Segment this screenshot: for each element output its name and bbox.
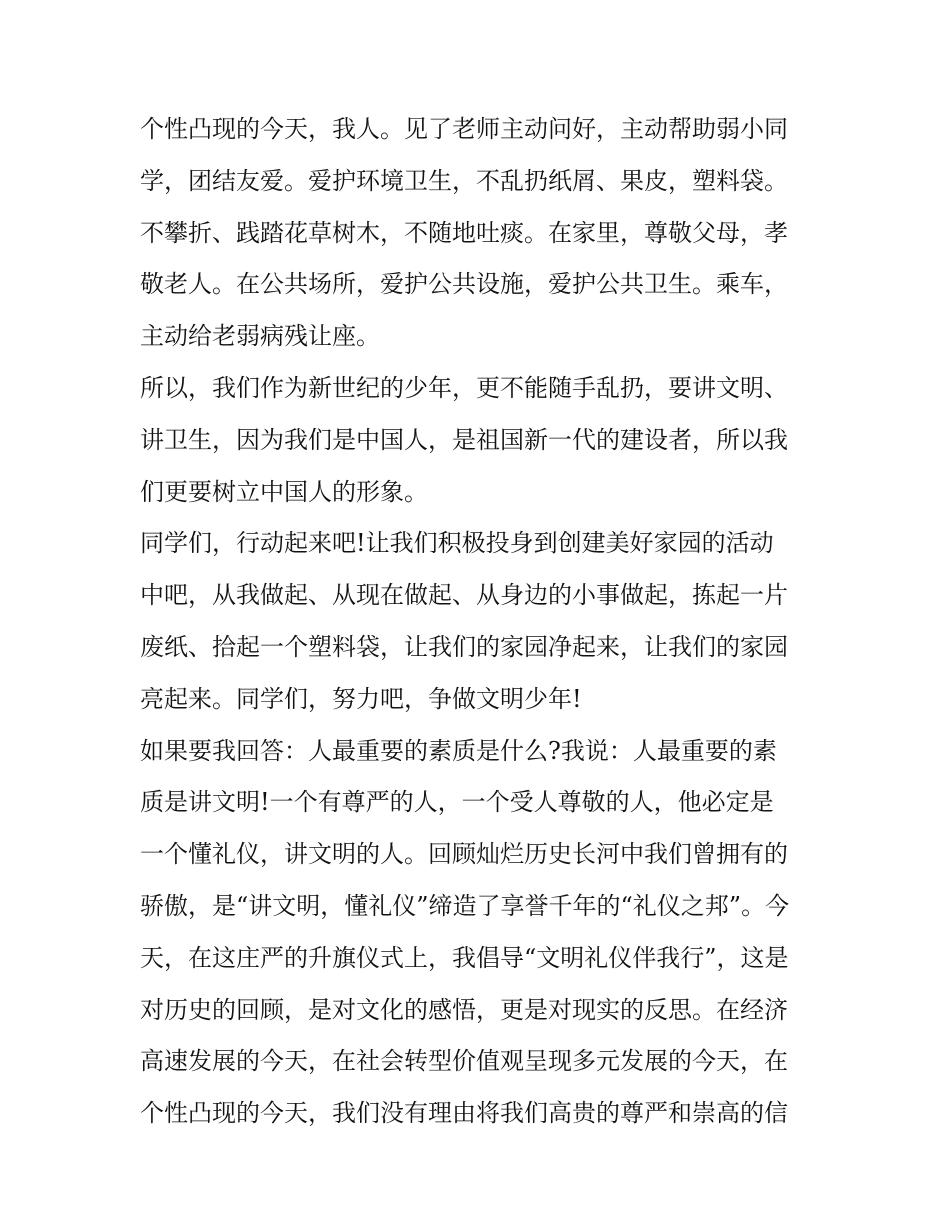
- text-line: 高速发展的今天，在社会转型价值观呈现多元发展的今天，在: [140, 1047, 788, 1076]
- text-line: 敬老人。在公共场所，爱护公共设施，爱护公共卫生。乘车，: [140, 270, 788, 299]
- text-line: 同学们，行动起来吧!让我们积极投身到创建美好家园的活动: [140, 529, 774, 558]
- text-line: 学，团结友爱。爱护环境卫生，不乱扔纸屑、果皮，塑料袋。: [140, 166, 788, 195]
- document-body: [140, 104, 812, 1140]
- text-line: 个性凸现的今天，我人。见了老师主动问好，主动帮助弱小同: [140, 115, 788, 143]
- text-line: 天，在这庄严的升旗仪式上，我倡导“文明礼仪伴我行”，这是: [140, 943, 789, 972]
- text-line: 骄傲，是“讲文明，懂礼仪”缔造了享誉千年的“礼仪之邦”。今: [140, 891, 790, 920]
- text-line: 所以，我们作为新世纪的少年，更不能随手乱扔，要讲文明、: [140, 373, 788, 402]
- text-line: 中吧，从我做起、从现在做起、从身边的小事做起，拣起一片: [140, 581, 788, 610]
- text-line: 个性凸现的今天，我们没有理由将我们高贵的尊严和崇高的信: [140, 1099, 788, 1128]
- text-line: 如果要我回答：人最重要的素质是什么?我说：人最重要的素: [140, 736, 777, 765]
- text-line: 们更要树立中国人的形象。: [140, 477, 428, 506]
- text-line: 讲卫生，因为我们是中国人，是祖国新一代的建设者，所以我: [140, 425, 788, 454]
- text-line: 一个懂礼仪，讲文明的人。回顾灿烂历史长河中我们曾拥有的: [140, 840, 788, 869]
- text-line: 亮起来。同学们，努力吧，争做文明少年!: [140, 684, 582, 713]
- text-line: 废纸、拾起一个塑料袋，让我们的家园净起来，让我们的家园: [140, 632, 788, 661]
- text-line: 主动给老弱病残让座。: [140, 322, 380, 351]
- text-line: 对历史的回顾，是对文化的感悟，更是对现实的反思。在经济: [140, 995, 788, 1024]
- text-line: 不攀折、践踏花草树木，不随地吐痰。在家里，尊敬父母，孝: [140, 218, 788, 247]
- text-line: 质是讲文明!一个有尊严的人，一个受人尊敬的人，他必定是: [140, 788, 774, 817]
